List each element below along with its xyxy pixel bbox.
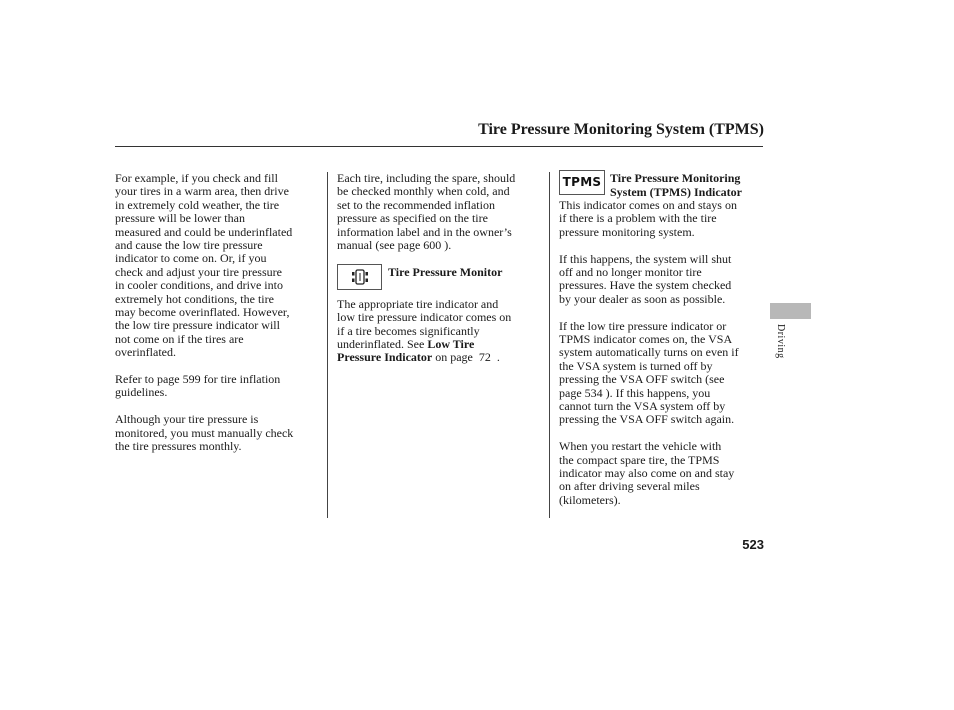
- column-divider-1: [327, 172, 328, 518]
- col3-paragraph-4: When you restart the vehicle with the compact spare tire, the TPMS indicator may also come on and stay on after driving several miles (kilometers).: [559, 439, 735, 507]
- tire-pressure-icon: [337, 264, 382, 290]
- section-tab-label: Driving: [775, 324, 786, 359]
- tpms-heading-row: [559, 172, 765, 199]
- tpms-indicator-icon: TPMS: [559, 170, 605, 195]
- low-tire-link[interactable]: Low Tire: [427, 337, 475, 352]
- column-2: [337, 172, 545, 378]
- column-1: [115, 172, 325, 467]
- tire-monitor-heading: Tire Pressure Monitor: [388, 264, 503, 279]
- column-divider-2: [549, 172, 550, 518]
- low-tire-link-2[interactable]: Pressure Indicator: [337, 350, 433, 365]
- col3-paragraph-3: If the low tire pressure indicator or TPMS indicator comes on, the VSA system automatically turns on even if the VSA system is turned off by pressing the VSA OFF switch (see page 534 ). If this happens, you cannot turn the VSA system off by pressing the VSA OFF switch again.: [559, 318, 739, 427]
- section-tab: [770, 303, 811, 319]
- col1-paragraph-2: Refer to page 599 for tire inflation guidelines.: [115, 372, 281, 400]
- tpms-heading-1: Tire Pressure Monitoring: [610, 171, 741, 185]
- page-number: 523: [742, 537, 764, 552]
- col3-paragraph-1: This indicator comes on and stays on if there is a problem with the tire pressure monitoring system.: [559, 198, 737, 239]
- column-3: [559, 172, 765, 521]
- col1-paragraph-1: For example, if you check and fill your tires in a warm area, then drive in extremely cold weather, the tire pressure will be lower than measured and could be underinflated and cause the low tire pressure indicator to come on. Or, if you check and adjust your tire pressure in cooler conditions, and drive into extremely hot conditions, the tire may become overinflated. However, the low tire pressure indicator will not come on if the tires are overinflated.: [115, 171, 293, 360]
- col2-paragraph-1: Each tire, including the spare, should be checked monthly when cold, and set to the recommended inflation pressure as specified on the tire information label and in the owner’s manual (see page 600 ).: [337, 171, 516, 253]
- tpms-heading-2: System (TPMS) Indicator: [610, 185, 742, 199]
- col3-paragraph-2: If this happens, the system will shut off and no longer monitor tire pressures. Have the system checked by your dealer as soon as possible.: [559, 251, 732, 306]
- col2-paragraph-2: The appropriate tire indicator and low tire pressure indicator comes on if a tire becomes significantly underinflated. See Low Tire Pressure Indicator on page 72 .: [337, 296, 512, 365]
- tire-monitor-heading-row: [337, 266, 545, 294]
- col1-paragraph-3: Although your tire pressure is monitored, you must manually check the tire pressures monthly.: [115, 412, 294, 454]
- header-rule: [115, 146, 763, 147]
- section-title: Tire Pressure Monitoring System (TPMS): [478, 121, 764, 138]
